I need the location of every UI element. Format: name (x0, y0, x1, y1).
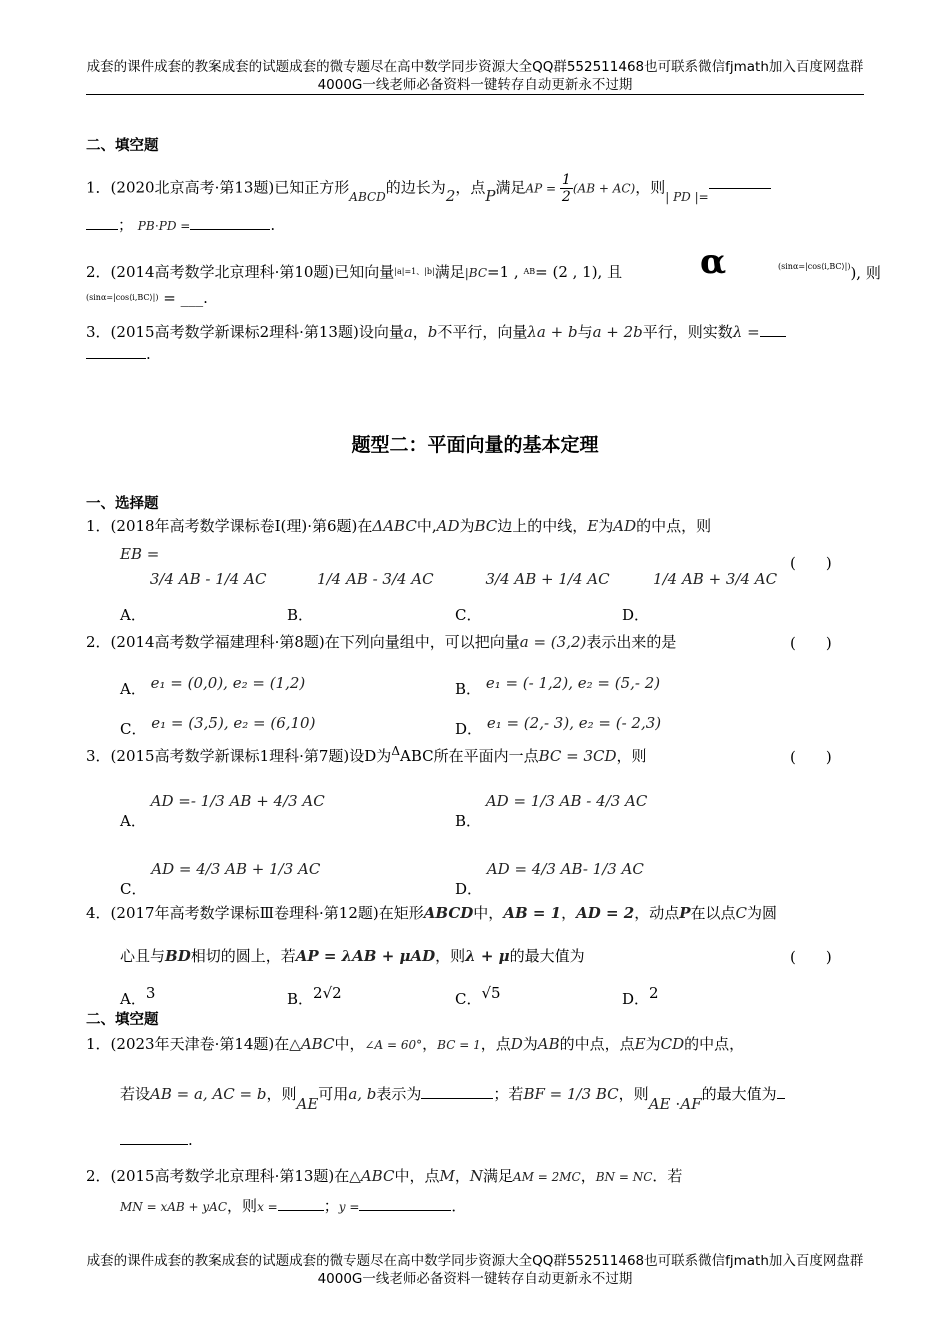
option-label: D． (622, 990, 650, 1008)
q-text: 满足 (495, 178, 526, 197)
q-text: ．若 (652, 1167, 683, 1185)
question-2-f1: 1．(2023年天津卷·第14题)在△ABC中，∠A = 60°，BC = 1，点D为AB的中点，点E为CD的中点， (86, 1035, 745, 1053)
section-title: 题型二：平面向量的基本定理 (351, 434, 599, 456)
math-a2b: a + 2b (592, 323, 643, 341)
option-1c[interactable] (455, 568, 610, 624)
option-math: 3/4 AB + 1/4 AC (485, 570, 610, 588)
answer-blank[interactable] (359, 1196, 451, 1211)
option-4b[interactable] (287, 984, 342, 1009)
q-text: 在以点 (690, 904, 736, 922)
question-2-1 (86, 516, 866, 536)
math-bc1: BC = 1 (437, 1038, 481, 1052)
q-text: ABC所在平面内一点 (399, 747, 539, 765)
q-text: 表示为 (376, 1085, 422, 1103)
math-am: AM = 2MC (512, 1170, 581, 1184)
question-2-4 (86, 903, 866, 923)
option-3a[interactable] (120, 790, 325, 830)
option-math: 3/4 AB - 1/4 AC (149, 570, 267, 588)
option-3c[interactable] (120, 858, 321, 898)
fill-heading-2: 二、填空题 (86, 1012, 159, 1028)
option-label: D． (455, 880, 483, 898)
math-ab-vars: a, b (348, 1085, 377, 1103)
q-text: ， (454, 1167, 470, 1185)
q-text: 为 (459, 517, 475, 535)
question-1-3: 3．(2015高考数学新课标2理科·第13题)设向量a，b不平行，向量λa + b与a + 2b平行，则实数λ = (86, 322, 866, 342)
q-text: 的中点， (684, 1035, 745, 1053)
option-label: B． (455, 812, 482, 830)
den: 2 (561, 189, 571, 205)
option-math: 1/4 AB - 3/4 AC (317, 570, 434, 588)
q-text: ，则 (635, 178, 666, 197)
answer-blank[interactable] (760, 322, 786, 337)
math-pbpd: PB⋅PD = (137, 219, 191, 233)
math-p: P (485, 186, 496, 205)
math-lm: λ + μ (465, 947, 510, 965)
math-x: x = (257, 1200, 278, 1214)
math-two: 2 (445, 186, 456, 205)
math-lab: λa + b (527, 323, 578, 341)
option-2a[interactable] (120, 672, 306, 698)
option-label: C． (455, 606, 482, 624)
q-text: ，点 (480, 1035, 511, 1053)
fill-heading-1: 二、填空题 (86, 138, 159, 154)
q-text: ． (451, 1197, 467, 1215)
q-text: ，点 (455, 178, 486, 197)
q-text: =1 , (487, 263, 519, 281)
option-4a[interactable] (120, 984, 156, 1009)
option-label: B． (287, 606, 314, 624)
answer-blank[interactable] (421, 1084, 493, 1099)
alpha-glyph: α (700, 242, 727, 282)
q-text: 1．(2023年天津卷·第14题)在 (86, 1035, 290, 1053)
math-ad: AD (436, 517, 460, 535)
q-text: = (2 , 1), 且 (535, 263, 623, 281)
math-ap: AP = (525, 181, 560, 196)
option-math: AD = 4/3 AB + 1/3 AC (151, 860, 321, 878)
math-triangle: Δ (391, 744, 400, 758)
option-4c[interactable] (455, 984, 501, 1009)
option-label: B． (455, 680, 482, 698)
math-abcd: ABCD (349, 189, 386, 204)
q-text: ；若 (493, 1085, 524, 1103)
q-text: 1．(2020北京高考·第13题)已知正方形 (86, 178, 350, 197)
q-text: 中， (473, 904, 504, 922)
option-math: e₁ = (0,0), e₂ = (1,2) (150, 674, 306, 692)
answer-blank[interactable] (120, 1130, 188, 1145)
question-2-4-cont (120, 946, 900, 966)
option-3d[interactable] (455, 858, 644, 898)
question-2-f1-cont (120, 1084, 900, 1113)
option-label: A． (120, 990, 146, 1008)
option-math: e₁ = (3,5), e₂ = (6,10) (151, 714, 316, 732)
q-text: ，则 (266, 1085, 297, 1103)
q-text: 1．(2018年高考数学课标卷Ⅰ(理)·第6题)在 (86, 517, 373, 535)
option-math: e₁ = (2,- 3), e₂ = (- 2,3) (486, 714, 662, 732)
option-math: e₁ = (- 1,2), e₂ = (5,- 2) (485, 674, 661, 692)
math-aeaf: AE ⋅AF (648, 1095, 702, 1113)
q-text: 边上的中线， (497, 517, 588, 535)
math-cd: CD (660, 1035, 685, 1053)
q-text: 3．(2015高考数学新课标2理科·第13题)设向量 (86, 323, 404, 341)
option-label: B． (287, 990, 314, 1008)
math-p: P (679, 904, 691, 922)
math-pd: | PD |= (665, 189, 709, 204)
q-text: 2．(2014高考数学福建理科·第8题)在下列向量组中，可以把向量 (86, 633, 520, 651)
q-text: ，则 (616, 747, 647, 765)
q-text: 中, (416, 517, 437, 535)
q-text: ； (118, 216, 134, 234)
q-text: 为 (522, 1035, 538, 1053)
q-text: 的最大值为 (509, 947, 585, 965)
math-b: b (427, 323, 438, 341)
q-text: 若设 (120, 1085, 151, 1103)
q-text: 为 (598, 517, 614, 535)
math-ab: AB (537, 1035, 560, 1053)
option-math: AD =- 1/3 AB + 4/3 AC (150, 792, 325, 810)
header-rule (86, 94, 864, 95)
math-bc3cd: BC = 3CD (538, 747, 617, 765)
option-math: AD = 1/3 AB - 4/3 AC (485, 792, 648, 810)
q-text: ； (323, 1197, 339, 1215)
answer-blank[interactable] (86, 344, 146, 359)
option-label: A． (120, 680, 146, 698)
answer-paren[interactable]: ( ) (790, 748, 832, 766)
q-text: 的中点，点 (559, 1035, 635, 1053)
math-lambda: λ = (732, 323, 760, 341)
math-d: D (510, 1035, 523, 1053)
option-label: A． (120, 606, 146, 624)
option-1a[interactable] (120, 568, 267, 624)
alpha-symbol (700, 242, 727, 282)
math-bc: BC (474, 517, 498, 535)
q-text: 为圆 (747, 904, 778, 922)
option-math: 2√2 (313, 984, 342, 1002)
q-text: ，则 (618, 1085, 649, 1103)
q-text: 4．(2017年高考数学课标Ⅲ卷理科·第12题)在矩形 (86, 904, 424, 922)
math-frac-note: (sinα=|cos⟨i,BC⟩|) (86, 293, 159, 302)
math-e: E (587, 517, 599, 535)
option-2c[interactable] (120, 712, 316, 738)
math-a: a (403, 323, 413, 341)
math-bc: |BC (464, 266, 488, 280)
answer-blank[interactable] (777, 1084, 785, 1099)
option-2d[interactable] (455, 712, 662, 738)
page-header: 成套的课件成套的教案成套的试题成套的微专题尽在高中数学同步资源大全QQ群552511468也可联系微信fjmath加入百度网盘群4000G一线老师必备资料一键转存自动更新永不过期 (86, 59, 864, 93)
math-a32: a = (3,2) (519, 633, 587, 651)
answer-blank[interactable] (278, 1196, 324, 1211)
math-tabc: ΔABC (372, 517, 417, 535)
alpha-note (778, 262, 881, 283)
math-ab1: AB = 1 (503, 904, 562, 922)
q-text: 表示出来的是 (586, 633, 677, 651)
math-abac: (AB + AC) (572, 181, 636, 196)
q-text: 2．(2015高考数学北京理科·第13题)在 (86, 1167, 350, 1185)
option-2b[interactable] (455, 672, 661, 698)
math-vec-a: |a|=1、 (394, 267, 425, 276)
q-text: 可用 (318, 1085, 349, 1103)
q-text: 的中点，则 (636, 517, 712, 535)
q-text: ，则 (227, 1197, 258, 1215)
math-abf: AB (523, 267, 536, 276)
math-tabc: △ABC (289, 1035, 335, 1053)
math-sina: (sinα=|cos⟨i,BC⟩|) (778, 262, 851, 271)
option-math: 3 (145, 984, 156, 1002)
option-math: AD = 4/3 AB- 1/3 AC (486, 860, 644, 878)
math-vec-b: |b| (424, 267, 435, 276)
num: 1 (561, 172, 571, 188)
option-label: D． (455, 720, 483, 738)
question-1-1 (86, 172, 866, 205)
question-2-f2 (86, 1166, 866, 1187)
answer-blank[interactable] (190, 215, 270, 230)
math-bd: BD (165, 947, 191, 965)
option-label: A． (120, 812, 146, 830)
q-text: 为 (645, 1035, 661, 1053)
option-1b[interactable] (287, 568, 434, 624)
math-y: y = (338, 1200, 360, 1214)
math-m: M (439, 1167, 455, 1185)
question-2-1-eb (120, 544, 900, 564)
math-ad2: AD = 2 (576, 904, 635, 922)
q-text: 与 (577, 323, 593, 341)
answer-blank[interactable] (86, 215, 118, 230)
q-text: ，则 (435, 947, 466, 965)
option-math: 2 (649, 984, 659, 1002)
question-2-2 (86, 632, 866, 652)
math-tabc: △ABC (349, 1167, 395, 1185)
option-3b[interactable] (455, 790, 648, 830)
math-ad: AD (613, 517, 637, 535)
math-a60: ∠A = 60° (364, 1038, 423, 1052)
q-text: 相切的圆上，若 (190, 947, 296, 965)
q-text: ，动点 (634, 904, 680, 922)
question-1-2-cont (86, 288, 866, 308)
option-math: √5 (481, 984, 501, 1002)
question-2-f2-cont (120, 1196, 900, 1217)
question-2-f1-end: . (120, 1130, 900, 1150)
answer-paren[interactable]: ( ) (790, 948, 832, 966)
question-2-3 (86, 746, 866, 767)
math-ae: AE (296, 1095, 319, 1113)
option-4d[interactable] (622, 984, 659, 1009)
q-text: 3．(2015高考数学新课标1理科·第7题)设D为 (86, 747, 392, 765)
question-1-1-cont: ； PB⋅PD = . (86, 215, 866, 236)
option-1d[interactable] (622, 568, 778, 624)
math-e: E (634, 1035, 646, 1053)
q-text: 满足 (434, 263, 465, 281)
page-footer: 成套的课件成套的教案成套的试题成套的微专题尽在高中数学同步资源大全QQ群552511468也可联系微信fjmath加入百度网盘群4000G一线老师必备资料一键转存自动更新永不过期 (86, 1253, 864, 1287)
math-bn: BN = NC (595, 1170, 653, 1184)
q-text: ), 则 (850, 264, 881, 282)
q-text: 中，点 (394, 1167, 440, 1185)
q-text: ， (580, 1167, 596, 1185)
math-n: N (469, 1167, 483, 1185)
fraction-half (560, 172, 573, 205)
math-mn: MN = xAB + yAC (120, 1200, 228, 1214)
option-label: C． (120, 720, 147, 738)
math-abcd: ABCD (423, 904, 474, 922)
q-text: 2．(2014高考数学北京理科·第10题)已知向量 (86, 263, 395, 281)
answer-paren[interactable]: ( ) (790, 634, 832, 652)
answer-blank[interactable] (709, 188, 771, 189)
answer-paren[interactable]: ( ) (790, 554, 832, 572)
q-text: 中， (334, 1035, 365, 1053)
q-text: ， (561, 904, 577, 922)
math-bf: BF = 1/3 BC (523, 1085, 619, 1103)
math-c: C (735, 904, 748, 922)
math-tail: = ___. (163, 289, 208, 307)
q-text: 心且与 (120, 947, 166, 965)
choice-heading: 一、选择题 (86, 496, 159, 512)
q-text: 的边长为 (385, 178, 446, 197)
q-text: 满足 (482, 1167, 513, 1185)
question-1-2 (86, 262, 866, 283)
math-apeq: AP = λAB + μAD (295, 947, 436, 965)
option-label: C． (455, 990, 482, 1008)
option-label: C． (120, 880, 147, 898)
math-eb: EB = (120, 545, 160, 563)
option-label: D． (622, 606, 650, 624)
option-math: 1/4 AB + 3/4 AC (653, 570, 778, 588)
question-1-3-cont: . (86, 344, 866, 364)
q-text: 的最大值为 (701, 1085, 777, 1103)
q-text: 不平行，向量 (437, 323, 528, 341)
math-aba: AB = a, AC = b (150, 1085, 267, 1103)
